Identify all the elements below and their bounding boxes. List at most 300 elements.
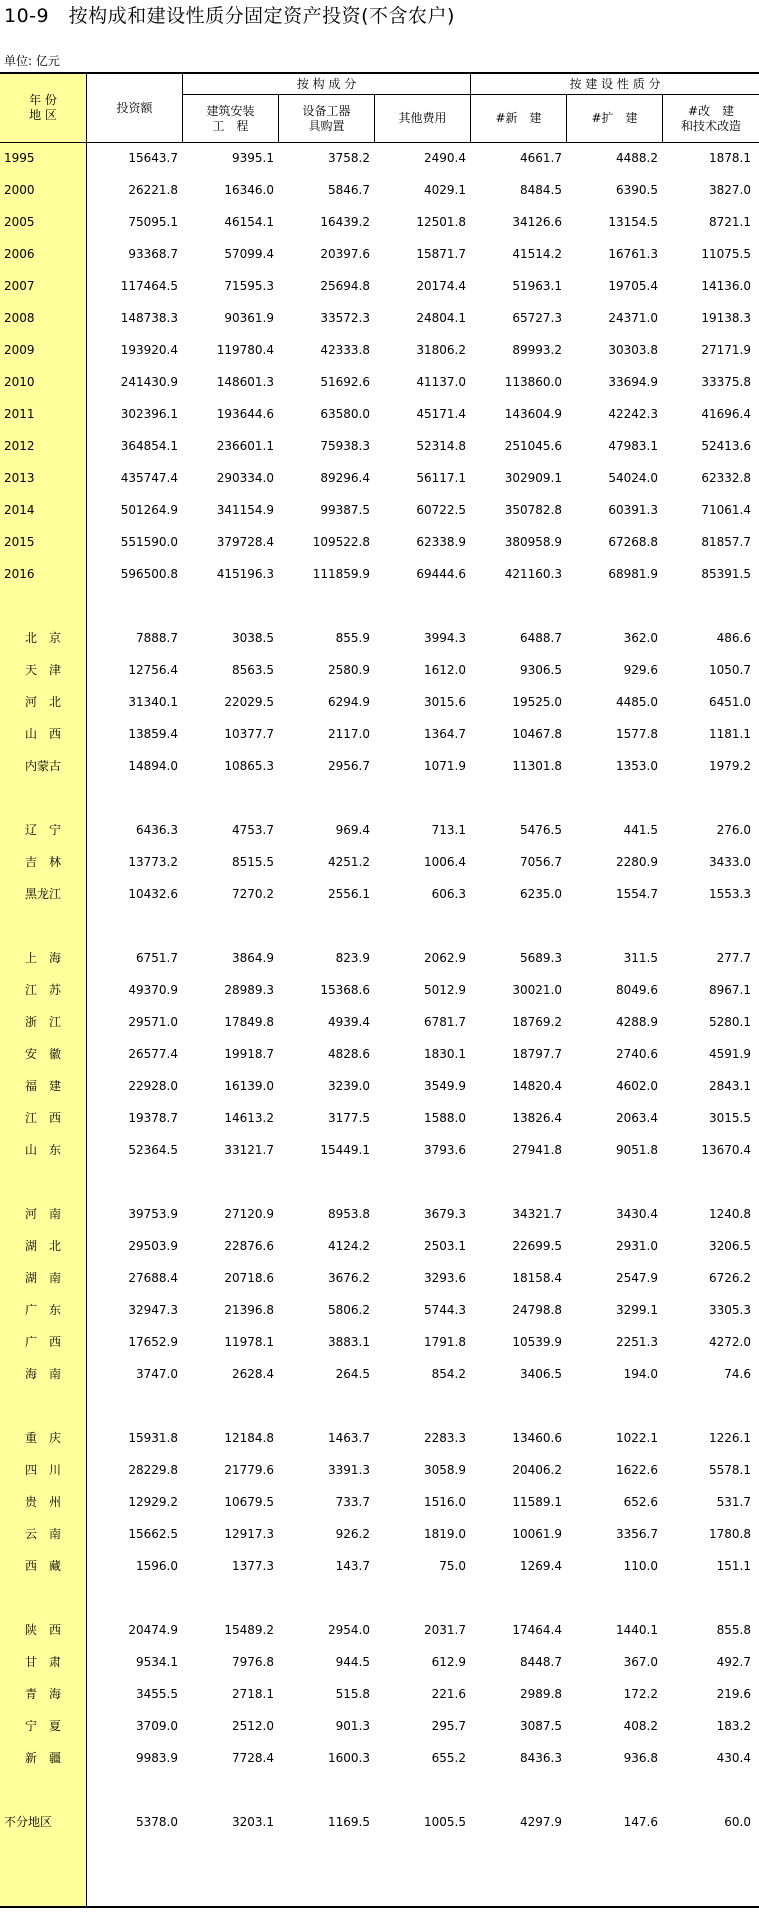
table-cell: 111859.9: [312, 567, 370, 581]
table-cell: 221.6: [431, 1687, 466, 1701]
unit-label: 单位: 亿元: [4, 54, 60, 68]
table-row: [0, 654, 759, 686]
table-cell: 2989.8: [520, 1687, 562, 1701]
table-cell: 8953.8: [328, 1207, 370, 1221]
table-cell: 20718.6: [224, 1271, 274, 1285]
table-cell: 4591.9: [709, 1047, 751, 1061]
table-cell: 855.9: [335, 631, 370, 645]
table-cell: 1006.4: [424, 855, 466, 869]
table-cell: 4029.1: [424, 183, 466, 197]
spacer-row: [0, 782, 759, 814]
row-label: 浙 江: [24, 1015, 61, 1029]
table-cell: 1269.4: [520, 1559, 562, 1573]
table-cell: 33572.3: [320, 311, 370, 325]
table-cell: 1577.8: [616, 727, 658, 741]
table-cell: 42333.8: [320, 343, 370, 357]
table-cell: 27120.9: [224, 1207, 274, 1221]
table-row: [0, 462, 759, 494]
row-label: 西 藏: [24, 1559, 61, 1573]
table-cell: 13460.6: [512, 1431, 562, 1445]
table-row: [0, 750, 759, 782]
table-cell: 1622.6: [616, 1463, 658, 1477]
table-cell: 929.6: [623, 663, 658, 677]
row-label: 云 南: [24, 1527, 61, 1541]
table-cell: 1377.3: [232, 1559, 274, 1573]
table-cell: 26577.4: [128, 1047, 178, 1061]
table-cell: 4661.7: [520, 151, 562, 165]
table-cell: 936.8: [623, 1751, 658, 1765]
table-cell: 4251.2: [328, 855, 370, 869]
row-label: 吉 林: [24, 855, 61, 869]
table-row: [0, 1422, 759, 1454]
table-cell: 8436.3: [520, 1751, 562, 1765]
table-cell: 9983.9: [136, 1751, 178, 1765]
table-cell: 33694.9: [608, 375, 658, 389]
row-label: 黑龙江: [24, 887, 61, 901]
table-cell: 15931.8: [128, 1431, 178, 1445]
row-label: 青 海: [24, 1687, 61, 1701]
table-cell: 2117.0: [328, 727, 370, 741]
table-cell: 194.0: [623, 1367, 658, 1381]
row-label: 1995: [4, 151, 35, 165]
table-cell: 2556.1: [328, 887, 370, 901]
table-row: [0, 1038, 759, 1070]
header-total: 投资额: [116, 100, 153, 115]
table-cell: 148601.3: [216, 375, 274, 389]
table-cell: 16439.2: [320, 215, 370, 229]
table-cell: 39753.9: [128, 1207, 178, 1221]
table-cell: 6781.7: [424, 1015, 466, 1029]
table-cell: 501264.9: [120, 503, 178, 517]
table-cell: 54024.0: [608, 471, 658, 485]
table-cell: 3455.5: [136, 1687, 178, 1701]
table-row: [0, 1518, 759, 1550]
table-cell: 1022.1: [616, 1431, 658, 1445]
table-cell: 236601.1: [216, 439, 274, 453]
table-cell: 90361.9: [224, 311, 274, 325]
table-cell: 15449.1: [320, 1143, 370, 1157]
table-cell: 183.2: [716, 1719, 751, 1733]
row-label: 河 南: [24, 1207, 61, 1221]
table-row: [0, 1134, 759, 1166]
table-cell: 6451.0: [709, 695, 751, 709]
table-cell: 10377.7: [224, 727, 274, 741]
table-cell: 110.0: [623, 1559, 658, 1573]
table-cell: 7976.8: [232, 1655, 274, 1669]
table-cell: 4828.6: [328, 1047, 370, 1061]
table-cell: 3709.0: [136, 1719, 178, 1733]
row-label: 北 京: [24, 631, 61, 645]
table-cell: 75938.3: [320, 439, 370, 453]
row-label: 2000: [4, 183, 35, 197]
table-cell: 14613.2: [224, 1111, 274, 1125]
table-cell: 3087.5: [520, 1719, 562, 1733]
table-cell: 9534.1: [136, 1655, 178, 1669]
table-cell: 1364.7: [424, 727, 466, 741]
table-cell: 430.4: [716, 1751, 751, 1765]
table-cell: 32947.3: [128, 1303, 178, 1317]
table-cell: 18158.4: [512, 1271, 562, 1285]
table-cell: 57099.4: [224, 247, 274, 261]
table-cell: 74.6: [724, 1367, 751, 1381]
row-label: 不分地区: [4, 1815, 53, 1829]
row-label: 上 海: [24, 951, 61, 965]
table-cell: 16139.0: [224, 1079, 274, 1093]
table-cell: 295.7: [431, 1719, 466, 1733]
table-cell: 30303.8: [608, 343, 658, 357]
table-cell: 28989.3: [224, 983, 274, 997]
table-cell: 367.0: [623, 1655, 658, 1669]
table-cell: 733.7: [335, 1495, 370, 1509]
table-cell: 3206.5: [709, 1239, 751, 1253]
table-cell: 1181.1: [709, 727, 751, 741]
table-cell: 1588.0: [424, 1111, 466, 1125]
table-cell: 68981.9: [608, 567, 658, 581]
table-cell: 7888.7: [136, 631, 178, 645]
table-cell: 52364.5: [128, 1143, 178, 1157]
table-cell: 60.0: [724, 1815, 751, 1829]
table-cell: 341154.9: [216, 503, 274, 517]
table-row: [0, 206, 759, 238]
table-cell: 2063.4: [616, 1111, 658, 1125]
table-cell: 380958.9: [504, 535, 562, 549]
table-cell: 855.8: [716, 1623, 751, 1637]
table-cell: 3758.2: [328, 151, 370, 165]
table-cell: 24371.0: [608, 311, 658, 325]
table-cell: 1005.5: [424, 1815, 466, 1829]
table-cell: 3406.5: [520, 1367, 562, 1381]
row-label: 2009: [4, 343, 35, 357]
table-cell: 2031.7: [424, 1623, 466, 1637]
table-cell: 31806.2: [416, 343, 466, 357]
table-cell: 3994.3: [424, 631, 466, 645]
table-cell: 30021.0: [512, 983, 562, 997]
table-cell: 10539.9: [512, 1335, 562, 1349]
table-cell: 17849.8: [224, 1015, 274, 1029]
table-row: [0, 1806, 759, 1838]
table-cell: 75095.1: [128, 215, 178, 229]
table-cell: 3305.3: [709, 1303, 751, 1317]
table-cell: 24798.8: [512, 1303, 562, 1317]
table-row: [0, 334, 759, 366]
table-row: [0, 302, 759, 334]
table-cell: 31340.1: [128, 695, 178, 709]
row-label: 四 川: [24, 1463, 61, 1477]
table-cell: 19378.7: [128, 1111, 178, 1125]
spacer-row: [0, 1166, 759, 1198]
row-label: 2007: [4, 279, 35, 293]
table-cell: 2954.0: [328, 1623, 370, 1637]
table-row: [0, 1678, 759, 1710]
table-cell: 22029.5: [224, 695, 274, 709]
table-cell: 612.9: [431, 1655, 466, 1669]
table-cell: 113860.0: [504, 375, 562, 389]
table-row: [0, 494, 759, 526]
table-cell: 6235.0: [520, 887, 562, 901]
row-label: 广 东: [24, 1303, 61, 1317]
table-cell: 22876.6: [224, 1239, 274, 1253]
row-label: 2015: [4, 535, 35, 549]
header-equipment: 设备工器 具购置: [302, 103, 351, 133]
table-cell: 3015.6: [424, 695, 466, 709]
table-cell: 8721.1: [709, 215, 751, 229]
table-cell: 2580.9: [328, 663, 370, 677]
table-cell: 277.7: [716, 951, 751, 965]
table-cell: 71595.3: [224, 279, 274, 293]
table-row: [0, 1102, 759, 1134]
table-cell: 8563.5: [232, 663, 274, 677]
table-cell: 41696.4: [701, 407, 751, 421]
table-cell: 4488.2: [616, 151, 658, 165]
row-label: 甘 肃: [24, 1655, 61, 1669]
table-cell: 3015.5: [709, 1111, 751, 1125]
table-row: [0, 1294, 759, 1326]
table-cell: 12184.8: [224, 1431, 274, 1445]
table-cell: 46154.1: [224, 215, 274, 229]
row-label: 湖 南: [24, 1271, 61, 1285]
table-cell: 12756.4: [128, 663, 178, 677]
header-group-composition: 按 构 成 分: [296, 76, 357, 91]
row-label: 2005: [4, 215, 35, 229]
table-header: [0, 72, 759, 143]
table-cell: 1791.8: [424, 1335, 466, 1349]
table-cell: 251045.6: [504, 439, 562, 453]
table-cell: 18797.7: [512, 1047, 562, 1061]
table-row: [0, 238, 759, 270]
table-cell: 109522.8: [312, 535, 370, 549]
row-label: 新 疆: [24, 1751, 61, 1765]
table-cell: 606.3: [431, 887, 466, 901]
table-cell: 3058.9: [424, 1463, 466, 1477]
table-cell: 20174.4: [416, 279, 466, 293]
table-cell: 49370.9: [128, 983, 178, 997]
table-cell: 1226.1: [709, 1431, 751, 1445]
table-cell: 8484.5: [520, 183, 562, 197]
table-cell: 6488.7: [520, 631, 562, 645]
spacer-row: [0, 1582, 759, 1614]
table-cell: 52413.6: [701, 439, 751, 453]
table-cell: 4485.0: [616, 695, 658, 709]
table-cell: 854.2: [431, 1367, 466, 1381]
row-label: 宁 夏: [24, 1719, 61, 1733]
table-cell: 56117.1: [416, 471, 466, 485]
table-cell: 27688.4: [128, 1271, 178, 1285]
table-cell: 7728.4: [232, 1751, 274, 1765]
table-cell: 4124.2: [328, 1239, 370, 1253]
table-cell: 45171.4: [416, 407, 466, 421]
table-cell: 29571.0: [128, 1015, 178, 1029]
table-cell: 1554.7: [616, 887, 658, 901]
table-cell: 2718.1: [232, 1687, 274, 1701]
table-cell: 20397.6: [320, 247, 370, 261]
table-cell: 1600.3: [328, 1751, 370, 1765]
table-cell: 3177.5: [328, 1111, 370, 1125]
table-cell: 435747.4: [120, 471, 178, 485]
table-row: [0, 686, 759, 718]
table-cell: 364854.1: [120, 439, 178, 453]
table-cell: 4939.4: [328, 1015, 370, 1029]
table-row: [0, 1486, 759, 1518]
table-cell: 3356.7: [616, 1527, 658, 1541]
table-cell: 3038.5: [232, 631, 274, 645]
table-cell: 276.0: [716, 823, 751, 837]
table-cell: 143604.9: [504, 407, 562, 421]
table-cell: 655.2: [431, 1751, 466, 1765]
table-cell: 51963.1: [512, 279, 562, 293]
table-row: [0, 814, 759, 846]
table-cell: 10865.3: [224, 759, 274, 773]
table-row: [0, 1070, 759, 1102]
table-cell: 75.0: [439, 1559, 466, 1573]
table-cell: 10061.9: [512, 1527, 562, 1541]
row-label: 江 苏: [24, 983, 61, 997]
table-cell: 901.3: [335, 1719, 370, 1733]
table-cell: 24804.1: [416, 311, 466, 325]
table-row: [0, 1550, 759, 1582]
table-cell: 9051.8: [616, 1143, 658, 1157]
row-label: 2006: [4, 247, 35, 261]
table-cell: 42242.3: [608, 407, 658, 421]
table-cell: 27941.8: [512, 1143, 562, 1157]
table-cell: 3391.3: [328, 1463, 370, 1477]
table-cell: 486.6: [716, 631, 751, 645]
row-label: 2012: [4, 439, 35, 453]
row-label: 广 西: [24, 1335, 61, 1349]
table-cell: 19138.3: [701, 311, 751, 325]
table-cell: 14136.0: [701, 279, 751, 293]
table-cell: 3433.0: [709, 855, 751, 869]
row-label: 山 东: [24, 1143, 61, 1157]
table-cell: 290334.0: [216, 471, 274, 485]
table-cell: 969.4: [335, 823, 370, 837]
table-cell: 33121.7: [224, 1143, 274, 1157]
table-row: [0, 526, 759, 558]
spacer-row: [0, 1774, 759, 1806]
table-cell: 10467.8: [512, 727, 562, 741]
table-cell: 85391.5: [701, 567, 751, 581]
table-cell: 20406.2: [512, 1463, 562, 1477]
table-row: [0, 942, 759, 974]
header-block: [0, 72, 759, 143]
table-cell: 11075.5: [701, 247, 751, 261]
header-group-nature: 按 建 设 性 质 分: [569, 76, 661, 91]
table-cell: 9395.1: [232, 151, 274, 165]
table-cell: 5744.3: [424, 1303, 466, 1317]
table-cell: 62332.8: [701, 471, 751, 485]
table-cell: 362.0: [623, 631, 658, 645]
table-cell: 26221.8: [128, 183, 178, 197]
table-row: [0, 1198, 759, 1230]
table-cell: 823.9: [335, 951, 370, 965]
table-cell: 16346.0: [224, 183, 274, 197]
table-cell: 6436.3: [136, 823, 178, 837]
table-cell: 3883.1: [328, 1335, 370, 1349]
table-cell: 10679.5: [224, 1495, 274, 1509]
table-cell: 1878.1: [709, 151, 751, 165]
table-cell: 12917.3: [224, 1527, 274, 1541]
table-cell: 47983.1: [608, 439, 658, 453]
table-row: [0, 1262, 759, 1294]
table-cell: 3430.4: [616, 1207, 658, 1221]
table-cell: 19705.4: [608, 279, 658, 293]
table-cell: 11589.1: [512, 1495, 562, 1509]
table-cell: 2740.6: [616, 1047, 658, 1061]
table-cell: 6390.5: [616, 183, 658, 197]
table-cell: 2956.7: [328, 759, 370, 773]
table-cell: 5378.0: [136, 1815, 178, 1829]
table-row: [0, 622, 759, 654]
table-cell: 13154.5: [608, 215, 658, 229]
table-cell: 81857.7: [701, 535, 751, 549]
table-cell: 6726.2: [709, 1271, 751, 1285]
row-label: 海 南: [24, 1367, 61, 1381]
table-cell: 415196.3: [216, 567, 274, 581]
table-cell: 19525.0: [512, 695, 562, 709]
table-row: [0, 1326, 759, 1358]
table-cell: 1353.0: [616, 759, 658, 773]
table-cell: 143.7: [335, 1559, 370, 1573]
table-cell: 379728.4: [216, 535, 274, 549]
table-cell: 3549.9: [424, 1079, 466, 1093]
table-cell: 13826.4: [512, 1111, 562, 1125]
table-cell: 13859.4: [128, 727, 178, 741]
table-row: [0, 846, 759, 878]
table-cell: 2283.3: [424, 1431, 466, 1445]
table-cell: 17652.9: [128, 1335, 178, 1349]
table-cell: 1979.2: [709, 759, 751, 773]
table-row: [0, 1454, 759, 1486]
table-cell: 8515.5: [232, 855, 274, 869]
table-cell: 151.1: [716, 1559, 751, 1573]
table-cell: 3679.3: [424, 1207, 466, 1221]
row-label: 2014: [4, 503, 35, 517]
row-label: 湖 北: [24, 1239, 61, 1253]
table-cell: 15368.6: [320, 983, 370, 997]
table-row: [0, 878, 759, 910]
table-cell: 1612.0: [424, 663, 466, 677]
table-cell: 1440.1: [616, 1623, 658, 1637]
table-cell: 172.2: [623, 1687, 658, 1701]
table-cell: 264.5: [335, 1367, 370, 1381]
row-label: 福 建: [24, 1079, 61, 1093]
table-cell: 119780.4: [216, 343, 274, 357]
table-cell: 193920.4: [120, 343, 178, 357]
table-cell: 4753.7: [232, 823, 274, 837]
table-cell: 421160.3: [504, 567, 562, 581]
table-cell: 2547.9: [616, 1271, 658, 1285]
table-row: [0, 1646, 759, 1678]
spacer-row: [0, 590, 759, 622]
table-cell: 3676.2: [328, 1271, 370, 1285]
row-label: 陕 西: [24, 1623, 61, 1637]
table-cell: 3239.0: [328, 1079, 370, 1093]
table-cell: 65727.3: [512, 311, 562, 325]
table-cell: 14820.4: [512, 1079, 562, 1093]
table-cell: 18769.2: [512, 1015, 562, 1029]
table-row: [0, 142, 759, 174]
table-bottom-rule: [0, 1906, 759, 1908]
table-cell: 2251.3: [616, 1335, 658, 1349]
spacer-row: [0, 1390, 759, 1422]
table-cell: 27171.9: [701, 343, 751, 357]
table-cell: 7270.2: [232, 887, 274, 901]
table-cell: 596500.8: [120, 567, 178, 581]
row-label: 河 北: [24, 695, 61, 709]
table-cell: 1830.1: [424, 1047, 466, 1061]
table-cell: 4288.9: [616, 1015, 658, 1029]
table-row: [0, 974, 759, 1006]
table-cell: 2280.9: [616, 855, 658, 869]
